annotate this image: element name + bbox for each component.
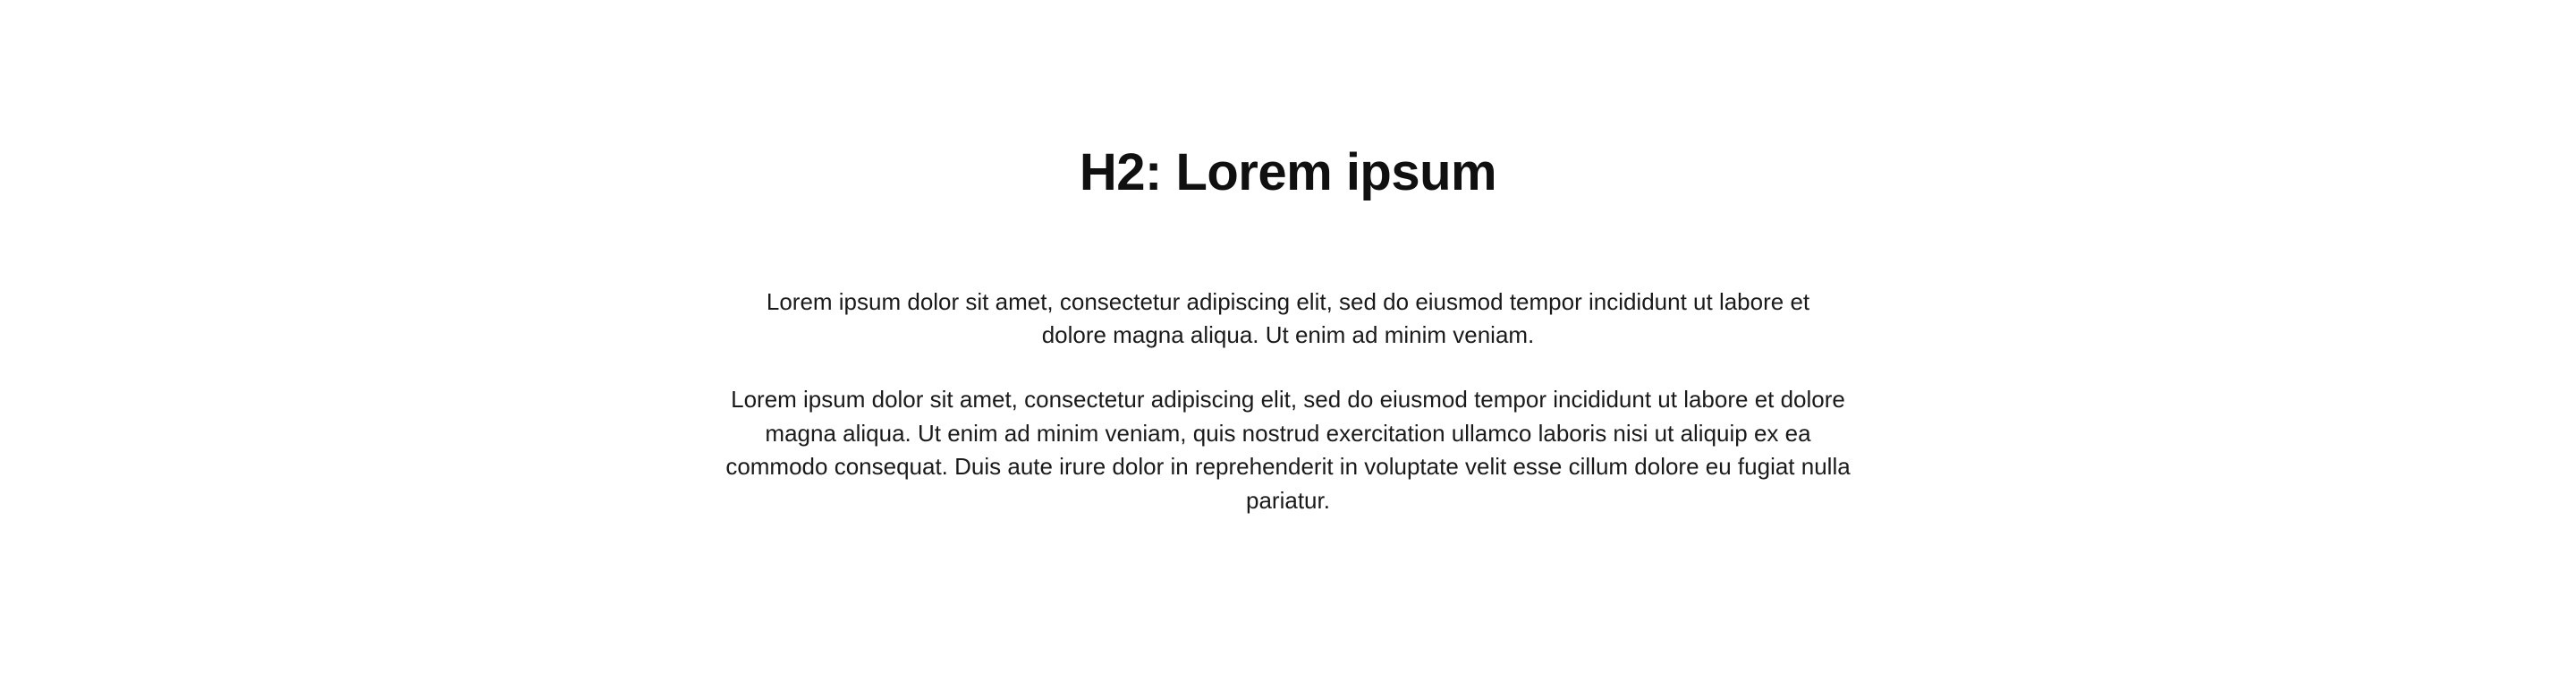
paragraph-1: Lorem ipsum dolor sit amet, consectetur adipiscing elit, sed do eiusmod tempor incididunt ut labore et dolore magna aliqua. Ut enim ad minim veniam. xyxy=(766,287,1810,349)
page-title: H2: Lorem ipsum xyxy=(1079,143,1497,201)
paragraph-2: Lorem ipsum dolor sit amet, consectetur adipiscing elit, sed do eiusmod tempor incididunt ut labore et dolore magna aliqua. Ut enim ad minim veniam, quis nostrud exercitation ullamco laboris nisi ut aliquip ex ea commodo consequat. Duis aute irure dolor in reprehenderit in voluptate velit esse cillum dolore eu fugiat nulla pariatur. xyxy=(725,386,1851,515)
document-content xyxy=(716,0,1860,518)
